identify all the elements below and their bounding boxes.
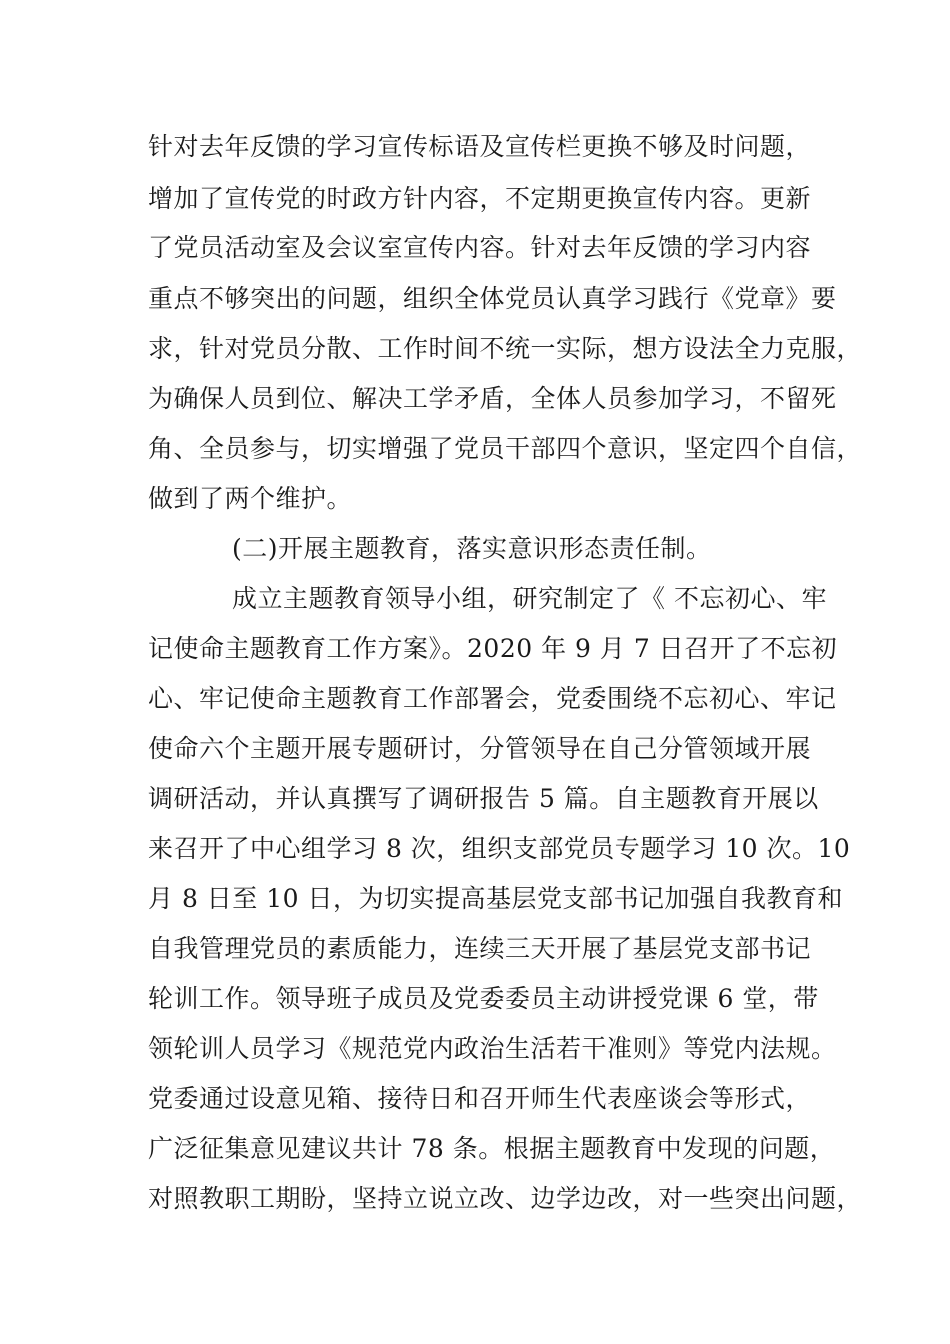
paragraph-2-line-12: 广泛征集意见建议共计 78 条。根据主题教育中发现的问题，	[148, 1134, 836, 1163]
paragraph-2-line-5: 调研活动，并认真撰写了调研报告 5 篇。自主题教育开展以	[148, 784, 819, 813]
paragraph-2-line-13: 对照教职工期盼，坚持立说立改、边学边改，对一些突出问题，	[148, 1184, 863, 1213]
paragraph-1-line-4: 重点不够突出的问题，组织全体党员认真学习践行《党章》要	[148, 284, 837, 313]
paragraph-1-line-7: 角、全员参与，切实增强了党员干部四个意识，坚定四个自信，	[148, 434, 863, 463]
section-heading: (二)开展主题教育，落实意识形态责任制。	[232, 534, 712, 563]
paragraph-1-line-2: 增加了宣传党的时政方针内容，不定期更换宣传内容。更新	[148, 184, 812, 213]
paragraph-2-line-10: 领轮训人员学习《规范党内政治生活若干准则》等党内法规。	[148, 1034, 837, 1063]
paragraph-2-line-1: 成立主题教育领导小组，研究制定了《 不忘初心、牢	[232, 584, 827, 613]
paragraph-1-line-8: 做到了两个维护。	[148, 484, 353, 513]
paragraph-1-line-5: 求，针对党员分散、工作时间不统一实际，想方设法全力克服，	[148, 334, 863, 363]
paragraph-2-line-9: 轮训工作。领导班子成员及党委委员主动讲授党课 6 堂，带	[148, 984, 819, 1013]
paragraph-2-line-2: 记使命主题教育工作方案》。2020 年 9 月 7 日召开了不忘初	[148, 634, 838, 663]
paragraph-1-line-6: 为确保人员到位、解决工学矛盾，全体人员参加学习，不留死	[148, 384, 837, 413]
paragraph-2-line-11: 党委通过设意见箱、接待日和召开师生代表座谈会等形式，	[148, 1084, 812, 1113]
paragraph-2-line-3: 心、牢记使命主题教育工作部署会，党委围绕不忘初心、牢记	[148, 684, 837, 713]
paragraph-2-line-8: 自我管理党员的素质能力，连续三天开展了基层党支部书记	[148, 934, 812, 963]
paragraph-1-line-3: 了党员活动室及会议室宣传内容。针对去年反馈的学习内容	[148, 233, 812, 262]
paragraph-2-line-6: 来召开了中心组学习 8 次，组织支部党员专题学习 10 次。10	[148, 834, 851, 863]
paragraph-2-line-7: 月 8 日至 10 日，为切实提高基层党支部书记加强自我教育和	[148, 884, 844, 913]
paragraph-1-line-1: 针对去年反馈的学习宣传标语及宣传栏更换不够及时问题，	[148, 132, 812, 161]
paragraph-2-line-4: 使命六个主题开展专题研讨，分管领导在自己分管领域开展	[148, 734, 812, 763]
